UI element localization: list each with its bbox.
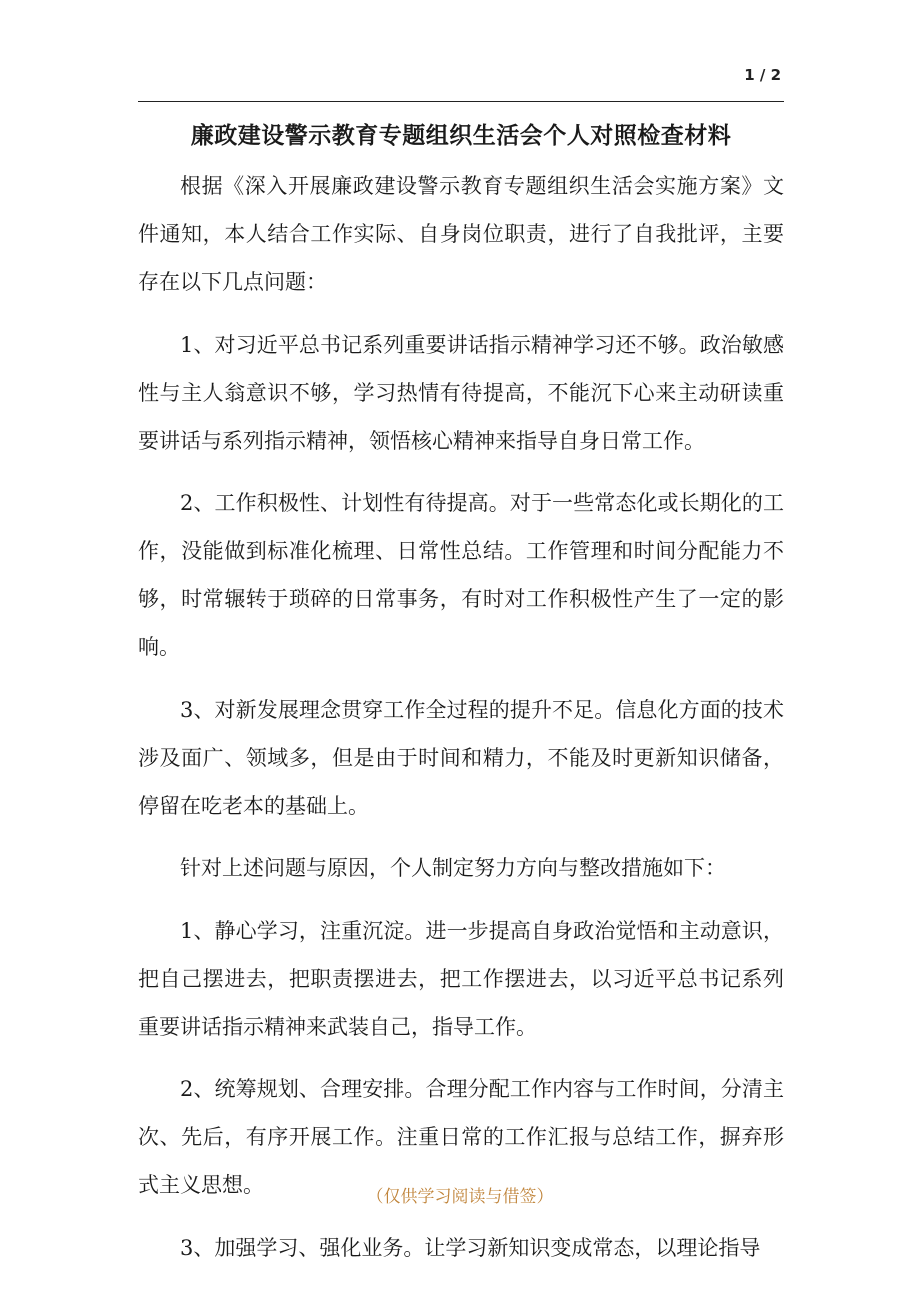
page-number: 1 / 2: [744, 66, 781, 84]
paragraph: 3、对新发展理念贯穿工作全过程的提升不足。信息化方面的技术涉及面广、领域多，但是由于时间和精力，不能及时更新知识储备，停留在吃老本的基础上。: [138, 697, 784, 818]
paragraph: 3、加强学习、强化业务。让学习新知识变成常态，以理论指导: [180, 1235, 761, 1260]
paragraph: 1、静心学习，注重沉淀。进一步提高自身政治觉悟和主动意识，把自己摆进去，把职责摆进去，把工作摆进去，以习近平总书记系列重要讲话指示精神来武装自己，指导工作。: [138, 918, 784, 1039]
footer-note: （仅供学习阅读与借签）: [366, 1187, 554, 1207]
paragraph: 2、工作积极性、计划性有待提高。对于一些常态化或长期化的工作，没能做到标准化梳理、日常性总结。工作管理和时间分配能力不够，时常辗转于琐碎的日常事务，有时对工作积极性产生了一定的影响。: [138, 491, 784, 659]
paragraph: 根据《深入开展廉政建设警示教育专题组织生活会实施方案》文件通知，本人结合工作实际、自身岗位职责，进行了自我批评，主要存在以下几点问题：: [138, 174, 784, 294]
header-rule: [138, 101, 784, 102]
document-body: [138, 162, 784, 1286]
paragraph: 1、对习近平总书记系列重要讲话指示精神学习还不够。政治敏感性与主人翁意识不够，学习热情有待提高，不能沉下心来主动研读重要讲话与系列指示精神，领悟核心精神来指导自身日常工作。: [138, 332, 784, 453]
document-title: 廉政建设警示教育专题组织生活会个人对照检查材料: [190, 122, 732, 149]
paragraph: 2、统筹规划、合理安排。合理分配工作内容与工作时间，分清主次、先后，有序开展工作。注重日常的工作汇报与总结工作，摒弃形式主义思想。: [138, 1077, 784, 1197]
paragraph: 针对上述问题与原因，个人制定努力方向与整改措施如下：: [180, 856, 726, 880]
